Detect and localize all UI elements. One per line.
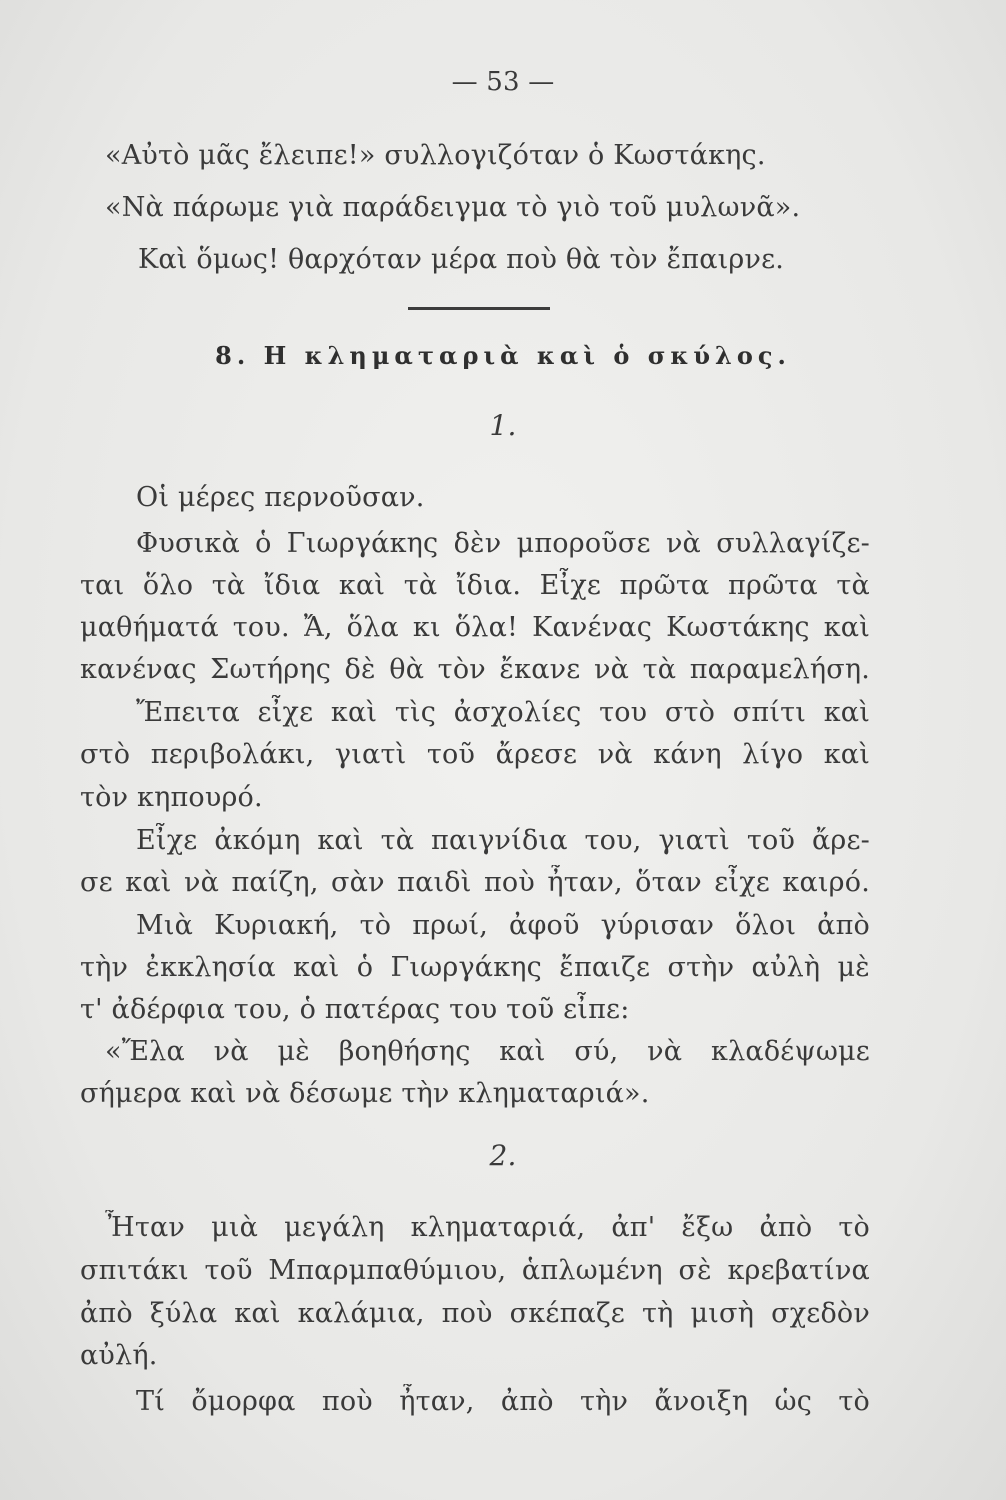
paragraph-line: τὸν κηπουρό. bbox=[80, 782, 263, 813]
paragraph-line: Εἶχε ἀκόμη καὶ τὰ παιγνίδια του, γιατὶ τοῦ ἄρε- bbox=[136, 825, 870, 856]
intro-line: Καὶ ὅμως! θαρχόταν μέρα ποὺ θὰ τὸν ἔπαιρνε. bbox=[138, 244, 785, 275]
paragraph-line: «Ἔλα νὰ μὲ βοηθήσης καὶ σύ, νὰ κλαδέψωμε bbox=[105, 1036, 870, 1067]
paragraph-line: τὴν ἐκκλησία καὶ ὁ Γιωργάκης ἔπαιζε στὴν αὐλὴ μὲ bbox=[80, 952, 870, 983]
chapter-heading: 8. Η κληματαριὰ καὶ ὁ σκύλος. bbox=[215, 341, 791, 370]
paragraph-line: ται ὅλο τὰ ἴδια καὶ τὰ ἴδια. Εἶχε πρῶτα πρῶτα τὰ bbox=[80, 570, 870, 601]
intro-line: «Νὰ πάρωμε γιὰ παράδειγμα τὸ γιὸ τοῦ μυλωνᾶ». bbox=[105, 192, 801, 223]
paragraph-line: Ἦταν μιὰ μεγάλη κληματαριά, ἀπ' ἔξω ἀπὸ τὸ bbox=[105, 1212, 870, 1243]
paragraph-line: στὸ περιβολάκι, γιατὶ τοῦ ἄρεσε νὰ κάνη λίγο καὶ bbox=[80, 739, 870, 770]
paragraph-line: Ἔπειτα εἶχε καὶ τὶς ἀσχολίες του στὸ σπίτι καὶ bbox=[136, 697, 870, 728]
paragraph-line: τ' ἀδέρφια του, ὁ πατέρας του τοῦ εἶπε: bbox=[80, 994, 630, 1025]
intro-line: «Αὐτὸ μᾶς ἔλειπε!» συλλογιζόταν ὁ Κωστάκης. bbox=[105, 140, 766, 171]
paragraph-line: κανένας Σωτήρης δὲ θὰ τὸν ἔκανε νὰ τὰ παραμελήση. bbox=[80, 654, 870, 685]
paragraph-line: Οἱ μέρες περνοῦσαν. bbox=[136, 482, 425, 513]
paragraph-line: σε καὶ νὰ παίζη, σὰν παιδὶ ποὺ ἦταν, ὅταν εἶχε καιρό. bbox=[80, 867, 870, 898]
paragraph-line: Τί ὄμορφα ποὺ ἦταν, ἀπὸ τὴν ἄνοιξη ὡς τὸ bbox=[136, 1386, 870, 1417]
paragraph-line: μαθήματά του. Ἄ, ὅλα κι ὅλα! Κανένας Κωστάκης καὶ bbox=[80, 612, 870, 643]
section-divider bbox=[408, 307, 550, 310]
paragraph-line: αὐλή. bbox=[80, 1340, 158, 1371]
paragraph-line: σήμερα καὶ νὰ δέσωμε τὴν κληματαριά». bbox=[80, 1078, 650, 1109]
section-number-2: 2. bbox=[489, 1139, 517, 1172]
paragraph-line: σπιτάκι τοῦ Μπαρμπαθύμιου, ἁπλωμένη σὲ κρεβατίνα bbox=[80, 1255, 870, 1286]
paragraph-line: ἀπὸ ξύλα καὶ καλάμια, ποὺ σκέπαζε τὴ μισὴ σχεδὸν bbox=[80, 1298, 870, 1329]
page-number: — 53 — bbox=[451, 67, 555, 97]
paragraph-line: Φυσικὰ ὁ Γιωργάκης δὲν μποροῦσε νὰ συλλαγίζε- bbox=[136, 528, 870, 559]
section-number-1: 1. bbox=[489, 409, 517, 442]
paragraph-line: Μιὰ Κυριακή, τὸ πρωί, ἀφοῦ γύρισαν ὅλοι ἀπὸ bbox=[136, 910, 870, 941]
